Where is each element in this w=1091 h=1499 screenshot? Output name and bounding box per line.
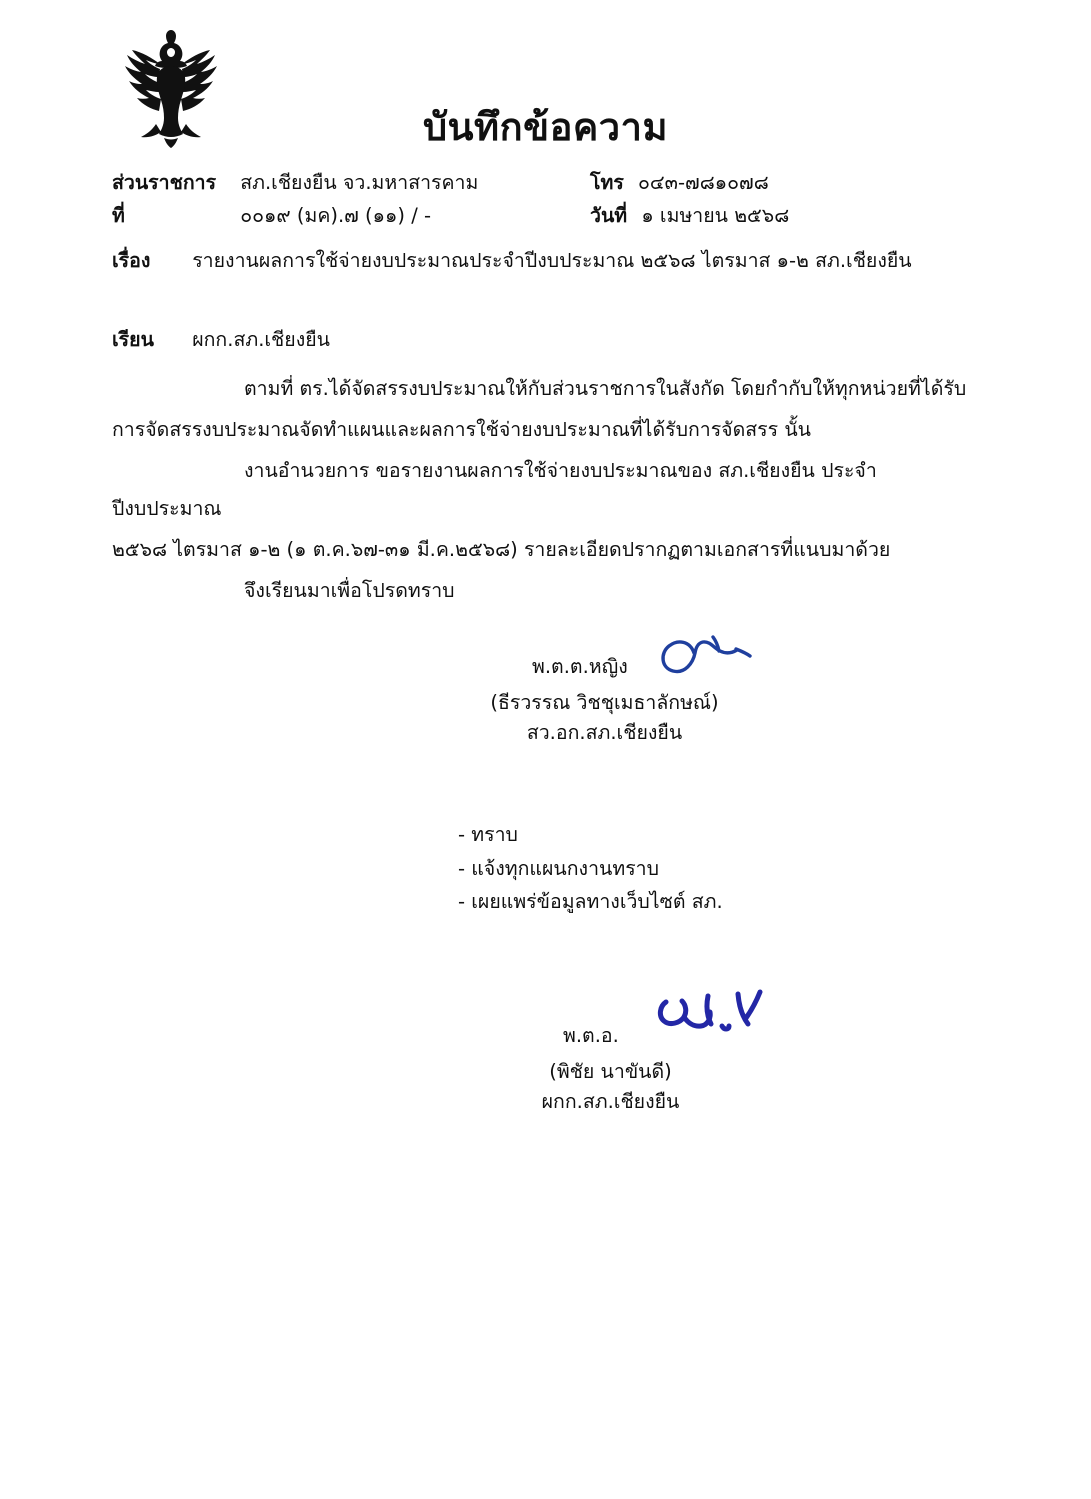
subject-value: รายงานผลการใช้จ่ายงบประมาณประจำปีงบประมาณ ๒๕๖๘ ไตรมาส ๑-๒ สภ.เชียงยืน [192, 249, 912, 272]
signature-rank-secondary: พ.ต.อ. [563, 1024, 619, 1047]
list-item: - ทราบ [458, 823, 518, 846]
department-value: สภ.เชียงยืน จว.มหาสารคาม [240, 171, 479, 194]
body-paragraph-3: จึงเรียนมาเพื่อโปรดทราบ [244, 579, 455, 603]
header-row-recipient [112, 327, 992, 353]
list-item: - เผยแพร่ข้อมูลทางเว็บไซต์ สภ. [458, 890, 723, 914]
header-row-department [112, 170, 992, 196]
body-paragraph-2b: ๒๕๖๘ ไตรมาส ๑-๒ (๑ ต.ค.๖๗-๓๑ มี.ค.๒๕๖๘) รายละเอียดปรากฏตามเอกสารที่แนบมาด้วย [112, 538, 891, 562]
recipient-value: ผกก.สภ.เชียงยืน [192, 328, 330, 351]
date-field [590, 203, 789, 229]
doc-number-value: ๐๐๑๙ (มค).๗ (๑๑) / - [240, 204, 432, 227]
signature-rank-primary: พ.ต.ต.หญิง [532, 655, 628, 678]
document-body [112, 370, 984, 613]
list-item: - แจ้งทุกแผนกงานทราบ [458, 856, 659, 880]
doc-number-label: ที่ [112, 204, 125, 227]
date-label: วันที่ [590, 204, 628, 227]
body-paragraph-1b: การจัดสรรงบประมาณจัดทำแผนและผลการใช้จ่ายงบประมาณที่ได้รับการจัดสรร นั้น [112, 418, 811, 442]
signature-position-primary: สว.อก.สภ.เชียงยืน [526, 721, 683, 744]
department-label: ส่วนราชการ [112, 171, 217, 194]
header-row-number [112, 203, 992, 229]
body-paragraph-1a: ตามที่ ตร.ได้จัดสรรงบประมาณให้กับส่วนราชการในสังกัด โดยกำกับให้ทุกหน่วยที่ได้รับ [244, 377, 967, 400]
phone-value: ๐๔๓-๗๘๑๐๗๘ [638, 171, 769, 194]
recipient-label: เรียน [112, 328, 154, 351]
signature-name-primary: (ธีรวรรณ วิชชุเมธาลักษณ์) [490, 691, 719, 714]
page-title: บันทึกข้อความ [422, 105, 669, 149]
phone-field [590, 170, 769, 196]
signature-position-secondary: ผกก.สภ.เชียงยืน [541, 1090, 680, 1113]
signature-name-secondary: (พิชัย นาขันดี) [549, 1060, 672, 1083]
phone-label: โทร [590, 171, 624, 194]
subject-label: เรื่อง [112, 249, 151, 272]
date-value: ๑ เมษายน ๒๕๖๘ [641, 204, 790, 227]
notes-list [458, 818, 723, 919]
handwritten-signature-icon [648, 988, 766, 1050]
header-row-subject [112, 248, 992, 274]
body-paragraph-2a: งานอำนวยการ ขอรายงานผลการใช้จ่ายงบประมาณของ สภ.เชียงยืน ประจำปีงบประมาณ [112, 459, 877, 521]
handwritten-signature-icon [650, 623, 770, 681]
